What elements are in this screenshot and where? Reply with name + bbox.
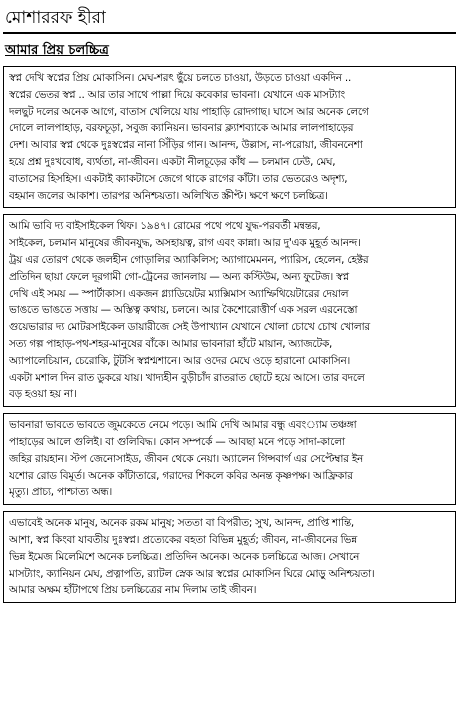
text-line: মৃত্যু। প্রাচ্য, পাশ্চাত্য অন্ধ। bbox=[9, 486, 112, 499]
text-line: এভাবেই অনেক মানুষ, অনেক রকম মানুষ; সততা বা বিপরীত; সুখ, আনন্দ, প্রাপ্তি শান্তি, bbox=[9, 517, 355, 530]
text-line: দেশ। আবার স্বপ্ন থেকে দুঃস্বপ্নের নানা সিঁড়ির গান। আনন্দ, উল্লাস, না-পরোয়া, জীবননেশা bbox=[9, 139, 363, 152]
text-line: গুয়েভারার দ্য মোটরসাইকেল ডায়ারীজে সেই উপাখ্যান যেখানে খোলা চোখে চোখ খোলার bbox=[9, 321, 370, 334]
text-line: আমি ভাবি দ্য বাইসাইকেল থিফ। ১৯৪৭। রোমের পথে পথে যুদ্ধ-পরবর্তী মন্বন্তর, bbox=[9, 220, 321, 233]
text-line: মাসট্যাং, ক্যানিয়ন মেঘ, প্রত্নাপতি, র‍্যাটল স্নেক আর স্বপ্নের মোকাসিন ঘিরে মোড়ু অনিশ্চয়তা। bbox=[9, 567, 375, 580]
text-line: বাতাসের হিসহিস। একটাই ক্যাকটাসে জেগে থাকে রাগের কাঁটা। তার ভেতরেও অদৃশ্য, bbox=[9, 172, 348, 185]
text-line: স্বপ্নের ভেতর স্বপ্ন .. আর তার সাথে পাল্লা দিয়ে কবেকার ভাবনা। যেখানে এক মাসট্যাং bbox=[9, 88, 345, 101]
text-line: প্রতিদিন ছায়া ফেলে দূরগামী গো-ট্রেনের জানলায় — অন্য কস্টিউম, অন্য ফুটেজ। স্বপ্ন bbox=[9, 270, 349, 283]
paragraph-box-3 bbox=[3, 413, 456, 505]
text-line: ভাঙতে ভাঙতে সত্তায় — অস্তিত্ব কথায়, চলনে। আর কৈশোরোত্তীর্ণ এক সরল এরনেস্তো bbox=[9, 304, 358, 317]
paragraph-box-1 bbox=[3, 66, 456, 208]
text-line: যশোর রোড বিমূর্ত। অনেক কাঁটাতারে, গরাদের শিকলে কবির অনন্ত কৃষ্ণপক্ষ। আফ্রিকার bbox=[9, 469, 353, 482]
text-line: ট্রয় এর তোরণ থেকে জলহীন গোড়ালির অ্যাকিলিস; অ্যাগামেমনন, প্যারিস, হেলেন, হেক্টর bbox=[9, 253, 369, 266]
article-body bbox=[3, 66, 456, 603]
text-line: হয়ে প্রশ্ন দুঃখবোধ, ব্যর্থতা, না-জীবন। একটা নীলচূড়ের কাঁধ — চলমান ঢেউ, মেঘ, bbox=[9, 155, 336, 168]
title-bar bbox=[3, 4, 456, 34]
text-line: দলছুট দলের অনেক আগে, বাতাস খেলিয়ে যায় পাহাড়ি রোদগাছ। ঘাসে আর অনেক লেগে bbox=[9, 105, 369, 118]
text-line: আশা, স্বপ্ন কিংবা যাবতীয় দুঃস্বপ্ন। প্রত্যেকের বহতা বিভিন্ন মুহূর্ত; জীবন, না-জীবনের ভিন্ন bbox=[9, 533, 357, 546]
text-line: একটা মশাল দিন রাত ডুকরে যায়। খাদ্যহীন বুড়ীচাঁদ রাতরাত ছোটে হয়ে আসে। তার বদলে bbox=[9, 371, 365, 384]
page-title: মোশাররফ হীরা bbox=[5, 8, 106, 28]
text-line: জহির রায়হান। স্টপ জেনোসাইড, জীবন থেকে নেয়া। অ্যালেন গিন্সবার্গ এর সেপ্টেম্বার ইন bbox=[9, 452, 364, 465]
paragraph-box-2 bbox=[3, 214, 456, 407]
text-line: স্বপ্ন দেখি স্বপ্নের প্রিয় মোকাসিন। মেঘ-শরৎ ছুঁয়ে চলতে চাওয়া, উড়তে চাওয়া একদিন .. bbox=[9, 72, 352, 84]
text-line: পাহাড়ের আলে গুলিই। বা গুলিবিদ্ধ। কোন সম্পর্কে — আবছা মনে পড়ে সাদা-কালো bbox=[9, 435, 345, 448]
text-line: বড় হওয়া হয় না। bbox=[9, 388, 77, 401]
text-line: সত্য গল্প পাহাড়-পথ-শহর-মানুষের বাঁকে। আমার ভাবনারা হাঁটে মায়ান, অ্যাজটেক, bbox=[9, 337, 333, 350]
text-line: অ্যাপালেচিয়ান, চেরোকি, টুটসি স্বপ্নশ্মশানে। আর ওদের মেঘে ওড়ে হারানো মোকাসিন। bbox=[9, 354, 350, 367]
text-line: বহমান জলের আকাশ। তারপর অনিশ্চয়তা। অলিখিত স্ক্রীপ্ট। ক্ষণে ক্ষণে চলচ্চিত্র। bbox=[9, 189, 328, 202]
text-line: ভিন্ন ইমেজ মিলেমিশে অনেক চলচ্চিত্র। প্রতিদিন অনেক। অনেক চলচ্চিত্রে আজ। সেখানে bbox=[9, 550, 360, 563]
text-line: সাইকেল, চলমান মানুষের জীবনযুদ্ধ, অসহায়ত্ব, রাগ এবং কান্না। আর দু'এক মুহূর্ত আনন্দ। bbox=[9, 237, 361, 250]
text-line: দেখি এই সময় — স্পার্টাকাস। একজন গ্ল্যাডিয়েটর ম্যাক্সিমাস অ্যাম্ফিথিয়েটারের দেয়াল bbox=[9, 287, 349, 300]
paragraph-box-4 bbox=[3, 511, 456, 603]
text-line: ভাবনারা ভাবতে ভাবতে জুমকেতে নেমে পড়ে। আমি দেখি আমার বন্ধু এবং্যাম তঞ্চঙ্গা bbox=[9, 419, 357, 432]
text-line: আমার অক্ষম হাঁটাপথে প্রিয় চলচ্চিত্রের নাম দিলাম তাই জীবন। bbox=[9, 584, 257, 597]
article-title: আমার প্রিয় চলচ্চিত্র bbox=[5, 43, 109, 58]
text-line: দোলে লালপাহাড়, বরফচূড়া, সবুজ ক্যানিয়ন। ভাবনার ক্ল্যাশব্যাকে আমার লালপাহাড়ের bbox=[9, 122, 354, 135]
